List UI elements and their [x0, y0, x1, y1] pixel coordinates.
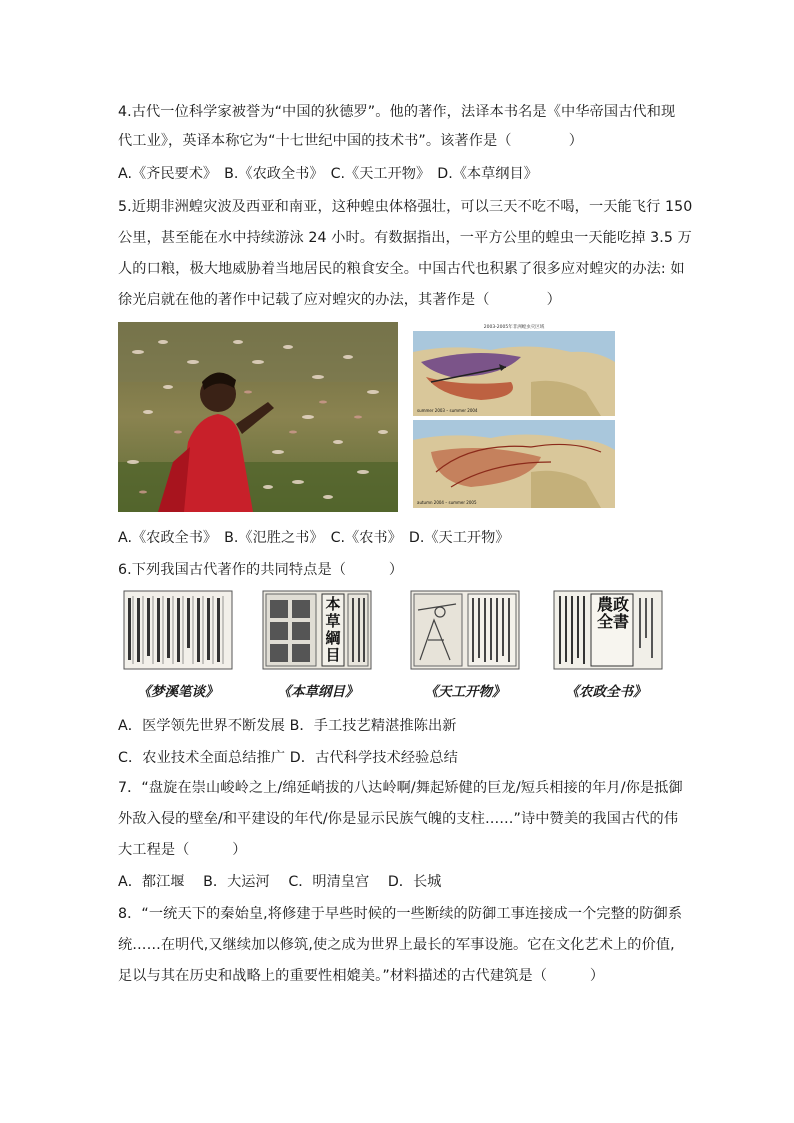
q6-text-line-1: 6.下列我国古代著作的共同特点是（ ）	[118, 562, 404, 578]
q7-text-line-1: 7．“盘旋在崇山峻岭之上/绵延峭拔的八达岭啊/舞起矫健的巨龙/短兵相接的年月/你是抵御	[118, 780, 683, 796]
locust-spread-map	[411, 322, 617, 512]
q8-text-line-1: 8．“一统天下的秦始皇,将修建于早些时候的一些断续的防御工事连接成一个完整的防御系	[118, 906, 683, 922]
locust-swarm-photo	[118, 322, 398, 512]
q5-text-line-3: 人的口粮，极大地威胁着当地居民的粮食安全。中国古代也积累了很多应对蝗灾的办法: 如	[118, 261, 685, 277]
q5-text-line-4: 徐光启就在他的著作中记载了应对蝗灾的办法，其著作是（ ）	[118, 292, 561, 308]
q7-text-line-2: 外敌入侵的壁垒/和平建设的年代/你是显示民族气魄的支柱……”诗中赞美的我国古代的伟	[118, 811, 679, 827]
q8-text-line-2: 统……在明代,又继续加以修筑,使之成为世界上最长的军事设施。它在文化艺术上的价值,	[118, 937, 675, 953]
q7-text-line-3: 大工程是（ ）	[118, 842, 247, 858]
q6-options-ab: A．医学领先世界不断发展 B．手工技艺精湛推陈出新	[118, 718, 457, 734]
bencao-cover-title: 本草綱目	[325, 595, 341, 664]
book-image-bencao-gangmu	[262, 590, 372, 670]
book-caption-nongzheng-quanshu: 《农政全书》	[565, 684, 647, 700]
q5-text-line-2: 公里，甚至能在水中持续游泳 24 小时。有数据指出，一平方公里的蝗虫一天能吃掉 3.5 万	[118, 230, 692, 246]
book-caption-bencao-gangmu: 《本草纲目》	[277, 684, 359, 700]
q4-text-line-1: 4.古代一位科学家被誉为“中国的狄德罗”。他的著作，法译本书名是《中华帝国古代和现	[118, 104, 676, 120]
map-title: 2003-2005年非洲蝗虫灾区域	[483, 325, 545, 330]
q5-text-line-1: 5.近期非洲蝗灾波及西亚和南亚，这种蝗虫体格强壮，可以三天不吃不喝，一天能飞行 150	[118, 199, 693, 215]
book-image-nongzheng-quanshu	[553, 590, 663, 670]
q6-options-cd: C．农业技术全面总结推广 D．古代科学技术经验总结	[118, 750, 458, 766]
q7-options: A．都江堰 B．大运河 C．明清皇宫 D．长城	[118, 874, 442, 890]
book-caption-mengxi-bitan: 《梦溪笔谈》	[137, 684, 219, 700]
nongzheng-cover-title: 農政全書	[596, 595, 629, 631]
book-image-mengxi-bitan	[123, 590, 233, 670]
book-caption-tiangong-kaiwu: 《天工开物》	[424, 684, 506, 700]
map-caption-top: summer 2003 – summer 2004	[417, 408, 478, 413]
map-caption-bottom: autumn 2004 – summer 2005	[417, 500, 477, 505]
book-image-tiangong-kaiwu	[410, 590, 520, 670]
q8-text-line-3: 足以与其在历史和战略上的重要性相媲美。”材料描述的古代建筑是（ ）	[118, 968, 605, 984]
q5-options: A.《农政全书》 B.《氾胜之书》 C.《农书》 D.《天工开物》	[118, 530, 510, 546]
q4-text-line-2: 代工业》，英译本称它为“十七世纪中国的技术书”。该著作是（ ）	[118, 133, 584, 149]
q4-options: A.《齐民要术》 B.《农政全书》 C.《天工开物》 D.《本草纲目》	[118, 166, 538, 182]
